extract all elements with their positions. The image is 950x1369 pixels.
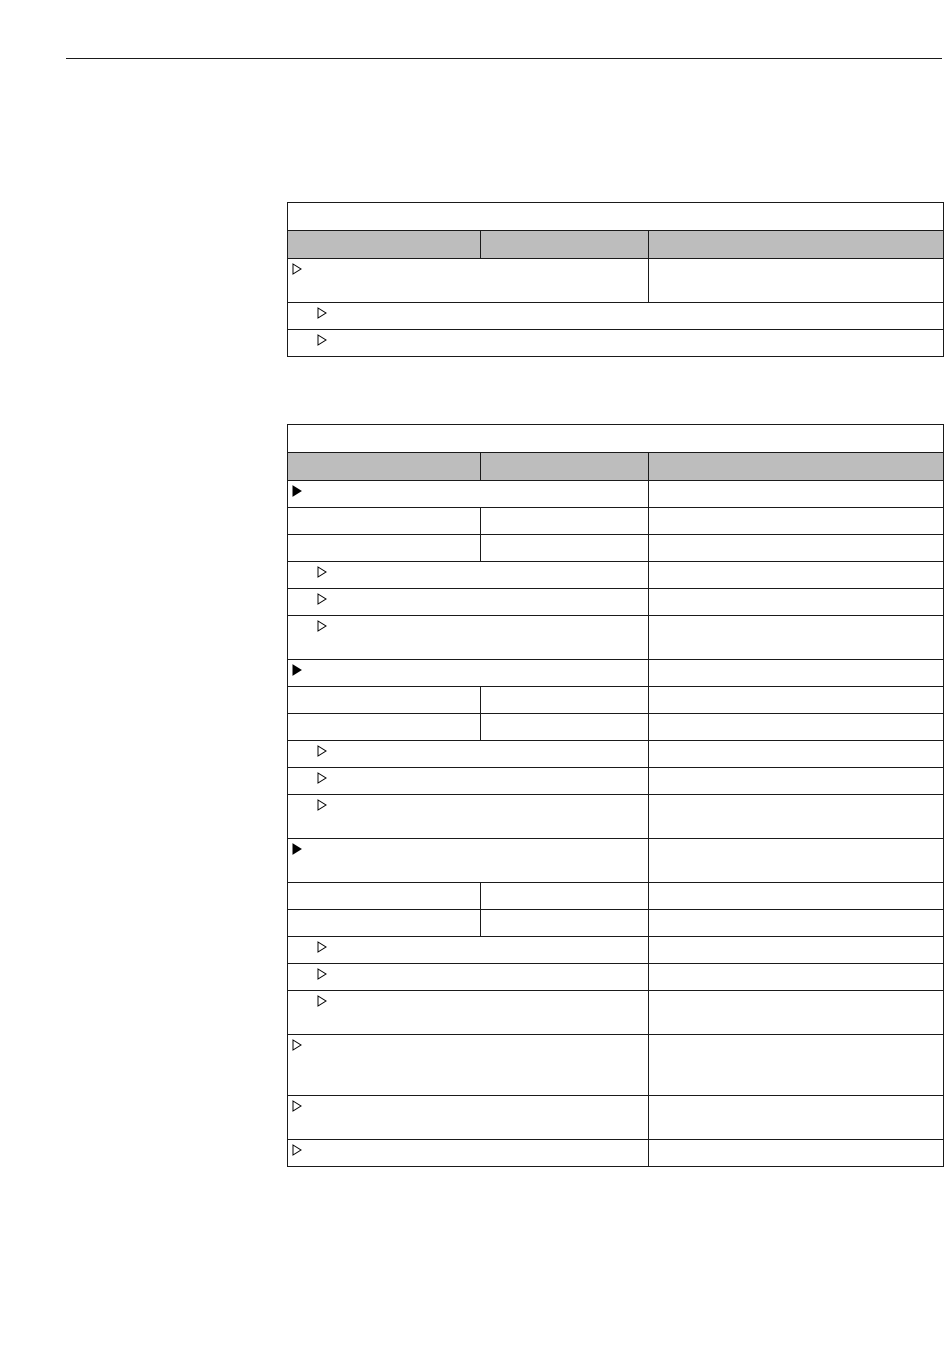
value-cell xyxy=(649,481,944,508)
value-cell xyxy=(649,589,944,616)
page-top-rule xyxy=(66,58,942,59)
open-triangle-icon xyxy=(292,1039,306,1053)
column-header xyxy=(288,231,481,259)
table-row xyxy=(288,964,944,991)
value-cell xyxy=(649,910,944,937)
substep-cell xyxy=(288,964,649,991)
substep-cell xyxy=(288,303,944,330)
value-cell xyxy=(649,259,944,303)
table-row xyxy=(288,562,944,589)
table-row xyxy=(288,1035,944,1096)
step-cell xyxy=(288,1140,649,1167)
open-triangle-icon xyxy=(317,968,331,982)
table-row xyxy=(288,687,944,714)
open-triangle-icon xyxy=(317,995,331,1009)
open-triangle-icon xyxy=(317,334,331,348)
value-cell xyxy=(649,964,944,991)
settings-table-2 xyxy=(287,424,944,1167)
table-row xyxy=(288,910,944,937)
value-cell xyxy=(288,535,481,562)
open-triangle-icon xyxy=(292,263,306,277)
table-row xyxy=(288,616,944,660)
value-cell xyxy=(288,883,481,910)
value-cell xyxy=(649,741,944,768)
step-cell xyxy=(288,1035,649,1096)
table-row xyxy=(288,535,944,562)
value-cell xyxy=(288,508,481,535)
value-cell xyxy=(649,714,944,741)
substep-cell xyxy=(288,768,649,795)
table-row xyxy=(288,883,944,910)
value-cell xyxy=(649,616,944,660)
table-row xyxy=(288,839,944,883)
table-row xyxy=(288,1140,944,1167)
table-row xyxy=(288,508,944,535)
table-row xyxy=(288,714,944,741)
value-cell xyxy=(481,714,649,741)
value-cell xyxy=(481,883,649,910)
table-row xyxy=(288,660,944,687)
open-triangle-icon xyxy=(317,620,331,634)
value-cell xyxy=(288,687,481,714)
table-row xyxy=(288,481,944,508)
table-row xyxy=(288,259,944,303)
value-cell xyxy=(649,795,944,839)
substep-cell xyxy=(288,795,649,839)
value-cell xyxy=(649,687,944,714)
open-triangle-icon xyxy=(292,1144,306,1158)
open-triangle-icon xyxy=(317,745,331,759)
open-triangle-icon xyxy=(317,799,331,813)
substep-cell xyxy=(288,589,649,616)
settings-table-1 xyxy=(287,202,944,357)
value-cell xyxy=(481,910,649,937)
group-cell xyxy=(288,839,649,883)
value-cell xyxy=(481,535,649,562)
value-cell xyxy=(649,937,944,964)
column-header xyxy=(288,453,481,481)
group-cell xyxy=(288,481,649,508)
table-row xyxy=(288,768,944,795)
value-cell xyxy=(649,508,944,535)
filled-triangle-icon xyxy=(292,485,306,499)
substep-cell xyxy=(288,741,649,768)
value-cell xyxy=(649,768,944,795)
table-row xyxy=(288,303,944,330)
step-cell xyxy=(288,259,649,303)
open-triangle-icon xyxy=(317,772,331,786)
value-cell xyxy=(649,883,944,910)
table-row xyxy=(288,330,944,357)
value-cell xyxy=(649,562,944,589)
filled-triangle-icon xyxy=(292,664,306,678)
substep-cell xyxy=(288,991,649,1035)
table-row xyxy=(288,589,944,616)
open-triangle-icon xyxy=(317,307,331,321)
value-cell xyxy=(481,687,649,714)
value-cell xyxy=(481,508,649,535)
value-cell xyxy=(649,535,944,562)
column-header xyxy=(649,231,944,259)
substep-cell xyxy=(288,616,649,660)
group-cell xyxy=(288,660,649,687)
filled-triangle-icon xyxy=(292,843,306,857)
table-title xyxy=(288,203,944,231)
substep-cell xyxy=(288,562,649,589)
column-header xyxy=(649,453,944,481)
open-triangle-icon xyxy=(292,1100,306,1114)
value-cell xyxy=(649,1096,944,1140)
table-row xyxy=(288,991,944,1035)
value-cell xyxy=(288,910,481,937)
open-triangle-icon xyxy=(317,941,331,955)
value-cell xyxy=(649,1140,944,1167)
table-row xyxy=(288,1096,944,1140)
value-cell xyxy=(288,714,481,741)
column-header xyxy=(481,453,649,481)
table-row xyxy=(288,795,944,839)
step-cell xyxy=(288,1096,649,1140)
table-title xyxy=(288,425,944,453)
substep-cell xyxy=(288,937,649,964)
value-cell xyxy=(649,839,944,883)
value-cell xyxy=(649,1035,944,1096)
table-row xyxy=(288,741,944,768)
open-triangle-icon xyxy=(317,593,331,607)
substep-cell xyxy=(288,330,944,357)
open-triangle-icon xyxy=(317,566,331,580)
value-cell xyxy=(649,660,944,687)
table-row xyxy=(288,937,944,964)
column-header xyxy=(481,231,649,259)
value-cell xyxy=(649,991,944,1035)
